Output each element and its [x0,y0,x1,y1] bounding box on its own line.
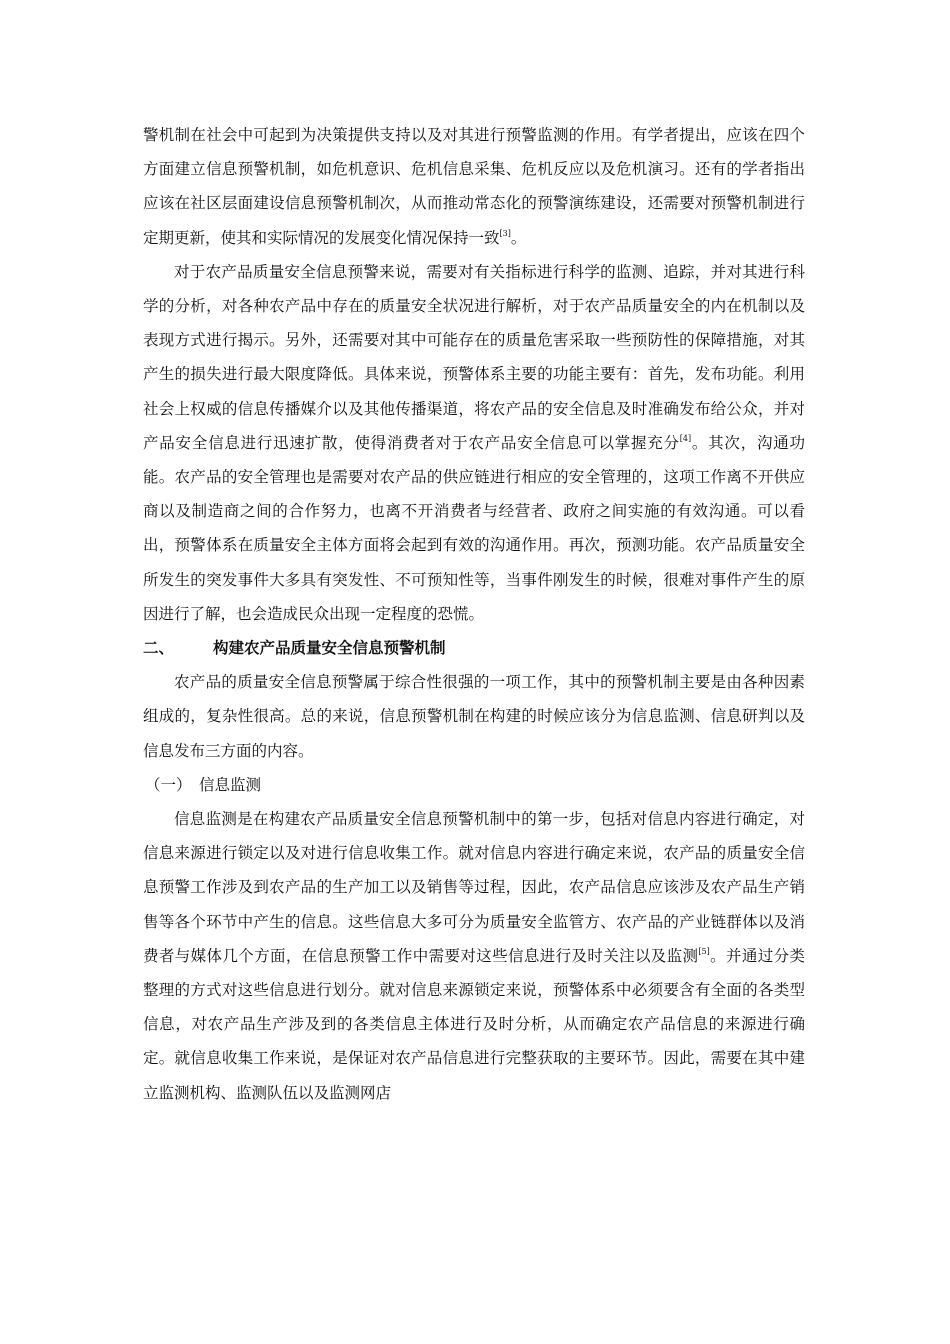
citation-4: [4] [679,433,692,443]
subsection-title: 信息监测 [199,775,262,794]
paragraph-1-text: 警机制在社会中可起到为决策提供支持以及对其进行预警监测的作用。有学者提出，应该在四个方面建立信息预警机制，如危机意识、危机信息采集、危机反应以及危机演习。还有的学者指出应该在社区层面建设信息预警机制次，从而推动常态化的预警演练建设，还需要对预警机制进行定期更新，使其和实际情况的发展变化情况保持一致 [143,126,805,247]
paragraph-1-end: 。 [510,228,527,247]
citation-3: [3] [499,228,511,238]
section-number: 二、 [143,638,175,658]
document-page [143,118,805,1110]
paragraph-2-text-b: 。其次，沟通功能。农产品的安全管理也是需要对农产品的供应链进行相应的安全管理的，这项工作离不开供应商以及制造商之间的合作努力，也离不开消费者与经营者、政府之间实施的有效沟通。可以看出，预警体系在质量安全主体方面将会起到有效的沟通作用。再次，预测功能。农产品质量安全所发生的突发事件大多具有突发性、不可预知性等，当事件刚发生的时候，很难对事件产生的原因进行了解，也会造成民众出现一定程度的恐慌。 [143,433,805,623]
paragraph-4-text-a: 信息监测是在构建农产品质量安全信息预警机制中的第一步，包括对信息内容进行确定，对信息来源进行锁定以及对进行信息收集工作。就对信息内容进行确定来说，农产品的质量安全信息预警工作涉及到农产品的生产加工以及销售等过程，因此，农产品信息应该涉及农产品生产销售等各个环节中产生的信息。这些信息大多可分为质量安全监管方、农产品的产业链群体以及消费者与媒体几个方面，在信息预警工作中需要对这些信息进行及时关注以及监测 [143,810,805,965]
subsection-number: （一） [145,775,192,794]
paragraph-3: 农产品的质量安全信息预警属于综合性很强的一项工作，其中的预警机制主要是由各种因素组成的，复杂性很高。总的来说，信息预警机制在构建的时候应该分为信息监测、信息研判以及信息发布三方面的内容。 [143,673,805,760]
citation-5: [5] [698,946,710,956]
subsection-heading-1 [143,768,805,802]
paragraph-4-text-b: 。并通过分类整理的方式对这些信息进行划分。就对信息来源锁定来说，预警体系中必须要含有全面的各类型信息，对农产品生产涉及到的各类信息主体进行及时分析，从而确定农产品信息的来源进行确定。就信息收集工作来说，是保证对农产品信息进行完整获取的主要环节。因此，需要在其中建立监测机构、监测队伍以及监测网店 [143,946,805,1102]
paragraph-2-text-a: 对于农产品质量安全信息预警来说，需要对有关指标进行科学的监测、追踪，并对其进行科学的分析，对各种农产品中存在的质量安全状况进行解析，对于农产品质量安全的内在机制以及表现方式进行揭示。另外，还需要对其中可能存在的质量危害采取一些预防性的保障措施，对其产生的损失进行最大限度降低。具体来说，预警体系主要的功能主要有：首先，发布功能。利用社会上权威的信息传播媒介以及其他传播渠道，将农产品的安全信息及时准确发布给公众，并对产品安全信息进行迅速扩散，使得消费者对于农产品安全信息可以掌握充分 [143,262,805,452]
paragraph-4 [143,802,805,1110]
paragraph-1 [143,118,805,255]
section-title: 构建农产品质量安全信息预警机制 [213,638,446,658]
paragraph-2 [143,255,805,631]
section-heading-2 [143,631,805,665]
